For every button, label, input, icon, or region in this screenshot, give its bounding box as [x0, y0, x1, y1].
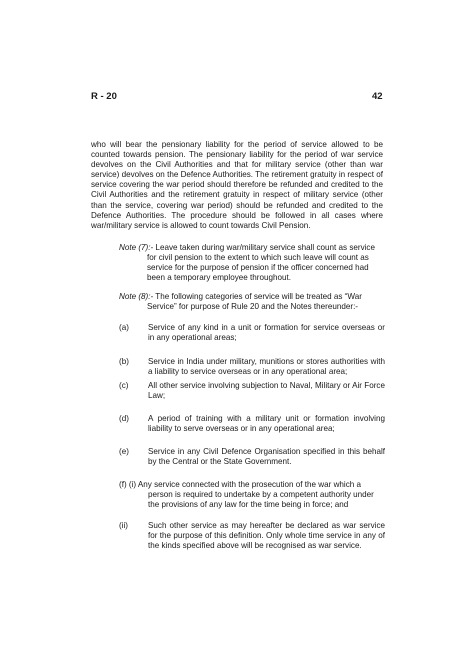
body-paragraph: who will bear the pensionary liability for the period of service allowed to be counted towards pension. The pensionary liability for the period of war service devolves on the Civil Authorities and that for military service (other than war service) devolves on the Defence Authorities. The retirement gratuity in respect of service covering the war period should therefore be refunded and credited to the Civil Authorities and the retirement gratuity in respect of military service (other than the service, covering war period) should be refunded and credited to the Defence Authorities. The procedure should be followed in all cases where war/military service is allowed to count towards Civil Pension.: [91, 140, 383, 230]
list-item-f-i: [119, 480, 385, 510]
list-item-text: Such other service as may hereafter be declared as war service for the purpose of this definition. Only whole time service in any of the kinds specified above will be recognised as war service.: [148, 521, 385, 551]
list-marker: (c): [119, 381, 129, 390]
list-item-c: [119, 381, 385, 401]
list-item-f-continuation: person is required to undertake by a competent authority under the provisions of any law for the time being in force; and: [148, 490, 374, 510]
list-marker: (e): [119, 447, 129, 456]
list-item-text: A period of training with a military unit or formation involving liability to serve overseas or in any operational area;: [148, 414, 385, 434]
list-item-text: Service of any kind in a unit or formation for service overseas or in any operational areas;: [148, 323, 385, 343]
list-item-e: [119, 447, 385, 467]
list-item-f-first-line: (f) (i) Any service connected with the prosecution of the war which a: [119, 480, 362, 489]
note-8-label: Note (8):-: [119, 292, 154, 301]
list-item-text: Service in any Civil Defence Organisation specified in this behalf by the Central or the State Government.: [148, 447, 385, 467]
list-marker: (d): [119, 414, 129, 423]
note-7-label: Note (7):-: [119, 243, 154, 252]
note-7-first-line: Leave taken during war/military service shall count as service: [153, 243, 375, 252]
note-7: [119, 243, 385, 283]
list-item-text: Service in India under military, munitions or stores authorities with a liability to service overseas or in any operational area;: [148, 357, 385, 377]
list-item-text: All other service involving subjection to Naval, Military or Air Force Law;: [148, 381, 385, 401]
list-item-a: [119, 323, 385, 343]
list-item-d: [119, 414, 385, 434]
list-marker: (b): [119, 357, 129, 366]
list-item-ii: [119, 521, 385, 551]
list-marker: (a): [119, 323, 129, 332]
note-8: [119, 292, 385, 312]
list-item-b: [119, 357, 385, 377]
rule-header: R - 20: [91, 91, 117, 102]
note-8-continuation: Service” for purpose of Rule 20 and the Notes thereunder:-: [147, 302, 359, 312]
page-number: 42: [372, 91, 383, 102]
note-8-first-line: The following categories of service will be treated as “War: [153, 292, 362, 301]
list-marker: (ii): [119, 521, 128, 530]
note-7-continuation: for civil pension to the extent to which such leave will count as service for the purpose of pension if the officer concerned had been a temporary employee throughout.: [147, 253, 369, 283]
